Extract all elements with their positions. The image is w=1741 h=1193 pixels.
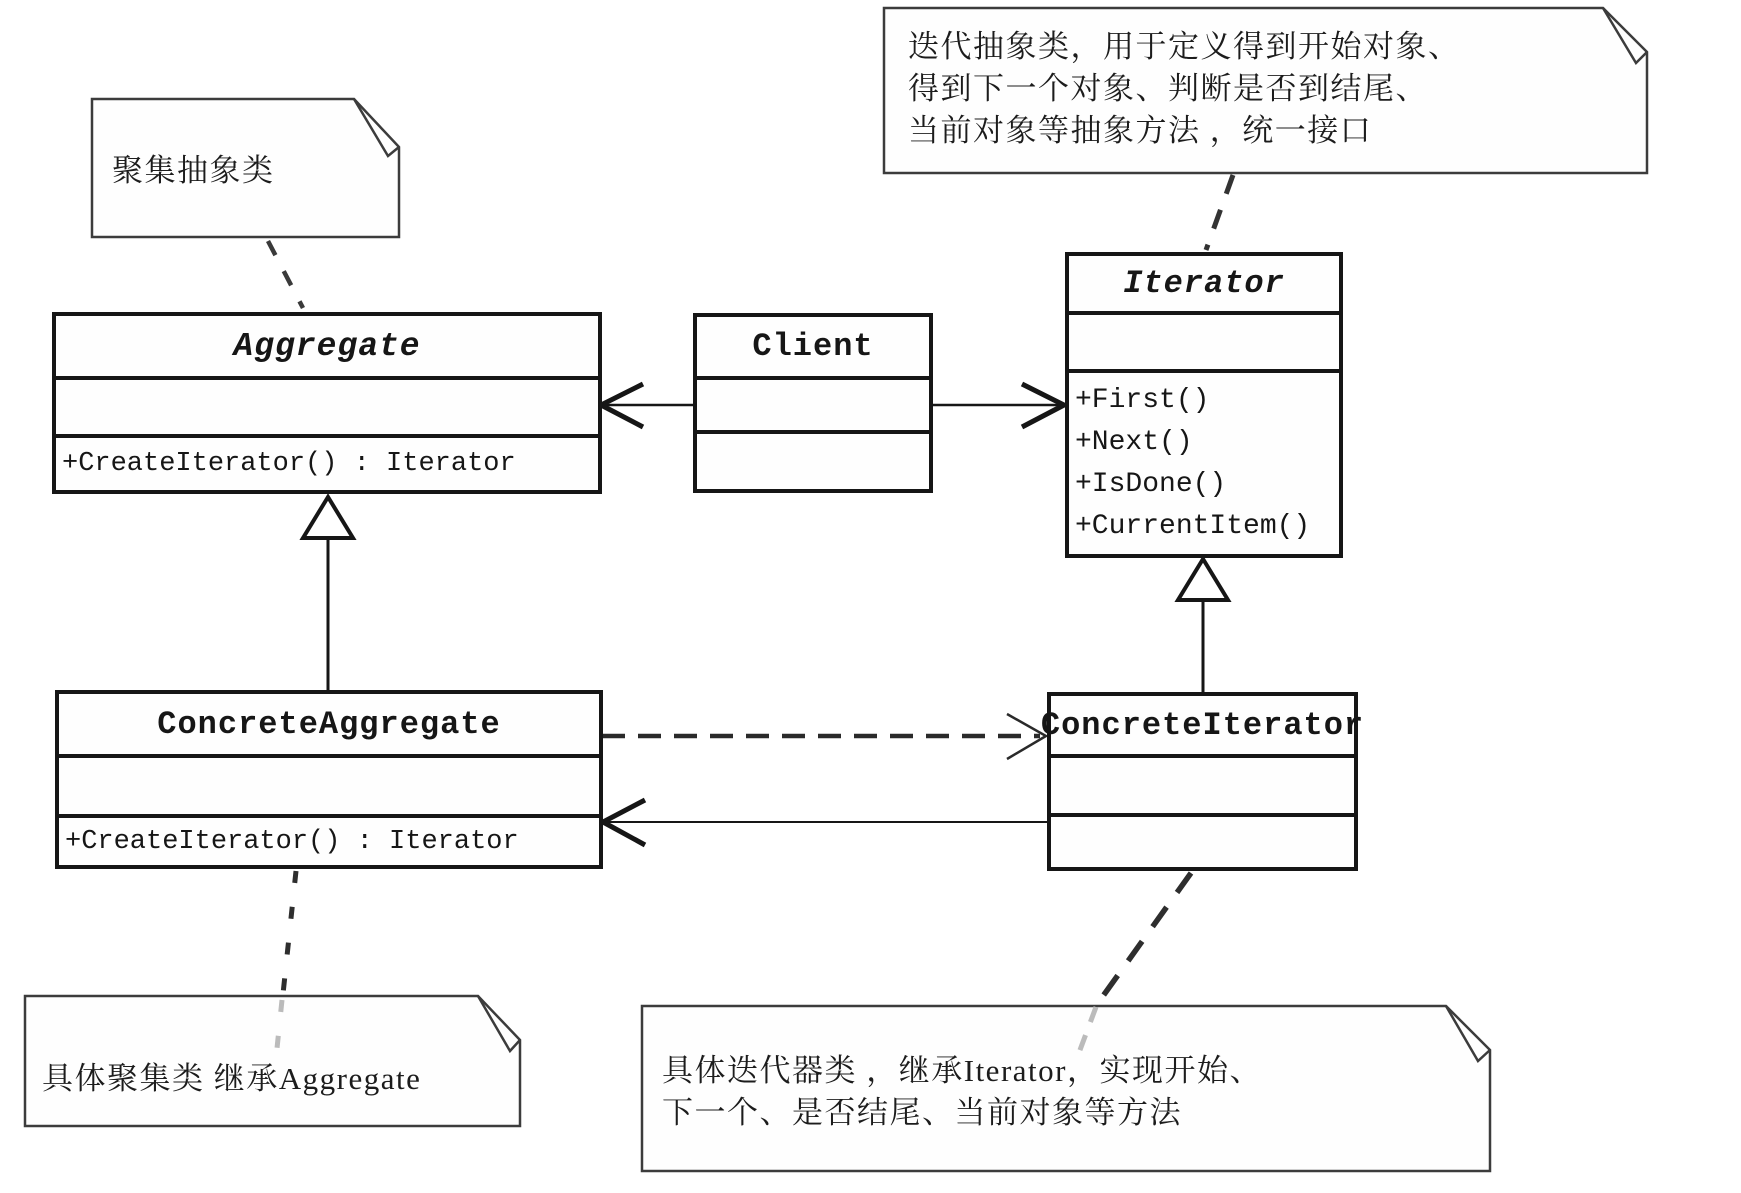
class-methods-concrete-iterator xyxy=(1051,817,1354,867)
note-aggregate-text xyxy=(112,150,275,192)
gen-concreteaggregate-triangle xyxy=(303,497,353,538)
class-methods-client xyxy=(697,434,929,489)
noteline-iterator xyxy=(1206,175,1233,250)
note-concrete-iterator-text xyxy=(662,1050,1262,1134)
class-attrs-concrete-aggregate xyxy=(59,758,599,818)
class-box-concrete-iterator xyxy=(1040,692,1365,871)
note-concrete-aggregate-text xyxy=(42,1058,421,1100)
class-attrs-concrete-iterator xyxy=(1051,758,1354,817)
gen-concreteiterator-triangle xyxy=(1178,559,1228,600)
class-title-iterator: Iterator xyxy=(1069,256,1339,315)
method-aggregate-createiterator: +CreateIterator() : Iterator xyxy=(62,449,516,479)
class-attrs-iterator xyxy=(1069,315,1339,373)
method-iterator-currentitem: +CurrentItem() xyxy=(1075,510,1311,542)
noteline-concrete-aggregate xyxy=(283,871,296,994)
class-methods-iterator xyxy=(1069,373,1339,554)
method-iterator-next: +Next() xyxy=(1075,426,1193,458)
class-title-concrete-aggregate: ConcreteAggregate xyxy=(59,694,599,758)
note-line: 具体迭代器类 ，继承Iterator，实现开始、 xyxy=(662,1053,1262,1088)
note-iterator-text xyxy=(908,26,1461,152)
method-iterator-isdone: +IsDone() xyxy=(1075,468,1227,500)
class-methods-aggregate xyxy=(56,438,598,490)
noteline-aggregate xyxy=(268,241,303,308)
note-line: 下一个、是否结尾、当前对象等方法 xyxy=(662,1095,1182,1130)
class-box-iterator xyxy=(1065,252,1343,558)
note-line: 当前对象等抽象方法 ，统一接口 xyxy=(908,113,1373,148)
class-title-client: Client xyxy=(697,317,929,380)
class-title-concrete-iterator: ConcreteIterator xyxy=(1051,696,1354,758)
note-line: 迭代抽象类，用于定义得到开始对象、 xyxy=(908,29,1461,64)
class-attrs-client xyxy=(697,380,929,434)
note-line: 聚集抽象类 xyxy=(112,153,275,188)
method-iterator-first: +First() xyxy=(1075,384,1210,416)
class-title-aggregate: Aggregate xyxy=(56,316,598,380)
class-box-client xyxy=(693,313,933,493)
method-concrete-aggregate-createiterator: +CreateIterator() : Iterator xyxy=(65,826,519,857)
class-methods-concrete-aggregate xyxy=(59,818,599,865)
class-box-aggregate xyxy=(52,312,602,494)
note-line: 具体聚集类 继承Aggregate xyxy=(42,1061,422,1096)
note-line: 得到下一个对象、判断是否到结尾、 xyxy=(908,71,1428,106)
class-attrs-aggregate xyxy=(56,380,598,438)
class-box-concrete-aggregate xyxy=(55,690,603,869)
noteline-concrete-iterator xyxy=(1098,873,1191,1003)
